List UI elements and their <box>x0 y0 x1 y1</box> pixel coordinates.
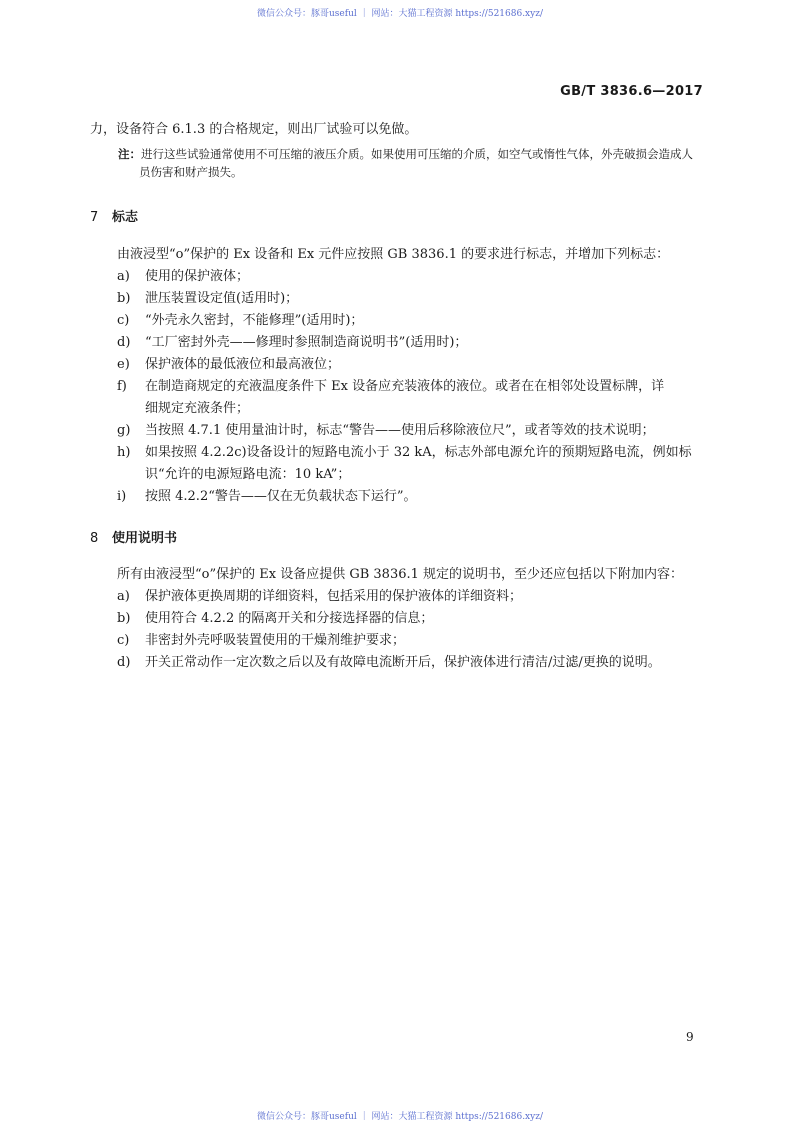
list-item-key: d) <box>117 335 131 350</box>
section-8-title: 使用说明书 <box>112 531 178 546</box>
section-8-number: 8 <box>90 531 99 546</box>
list-item-text: 使用符合 4.2.2 的隔离开关和分接选择器的信息； <box>145 611 434 626</box>
list-item-key: b) <box>117 291 131 306</box>
note-text-1: 进行这些试验通常使用不可压缩的液压介质。如果使用可压缩的介质，如空气或惰性气体，外壳破损会造成人 <box>141 147 693 161</box>
list-item-text-cont: 细规定充液条件； <box>145 401 250 416</box>
list-item-text: “外壳永久密封，不能修理”(适用时)； <box>145 313 364 328</box>
note-label: 注： <box>118 147 141 161</box>
list-item-text: 使用的保护液体； <box>145 269 250 284</box>
list-item-text: 按照 4.2.2“警告——仅在无负载状态下运行”。 <box>145 489 417 504</box>
list-item-key: c) <box>117 633 130 648</box>
list-item-key: a) <box>117 269 130 284</box>
note-line-1 <box>118 145 718 163</box>
list-item <box>117 608 717 630</box>
list-item <box>117 442 717 486</box>
list-item-key: h) <box>117 445 131 460</box>
list-item <box>117 586 717 608</box>
list-item-text: 保护液体更换周期的详细资料，包括采用的保护液体的详细资料； <box>145 589 523 604</box>
watermark-top: 微信公众号：豚哥useful ｜ 网站：大猫工程资源 https://521686.xyz/ <box>257 9 543 19</box>
watermark-bottom: 微信公众号：豚哥useful ｜ 网站：大猫工程资源 https://521686.xyz/ <box>257 1112 543 1122</box>
list-item <box>117 288 717 310</box>
section-8-intro: 所有由液浸型“o”保护的 Ex 设备应提供 GB 3836.1 规定的说明书，至少还应包括以下附加内容： <box>117 567 684 582</box>
list-item <box>117 310 717 332</box>
list-item <box>117 332 717 354</box>
list-item-key: i) <box>117 489 127 504</box>
list-item-key: g) <box>117 423 131 438</box>
list-item <box>117 266 717 288</box>
list-item-key: a) <box>117 589 130 604</box>
list-item-key: b) <box>117 611 131 626</box>
note-block <box>118 145 718 181</box>
list-item <box>117 354 717 376</box>
section-7-heading <box>90 206 138 225</box>
list-item-text-cont: 识“允许的电源短路电流：10 kA”； <box>145 467 351 482</box>
list-item-key: c) <box>117 313 130 328</box>
list-item <box>117 420 717 442</box>
list-item-text: 当按照 4.7.1 使用量油计时，标志“警告——使用后移除液位尺”，或者等效的技术说明； <box>145 423 655 438</box>
note-line-2: 员伤害和财产损失。 <box>139 165 243 179</box>
section-7-number: 7 <box>90 210 99 225</box>
list-item-key: d) <box>117 655 131 670</box>
list-item-text: 如果按照 4.2.2c)设备设计的短路电流小于 32 kA，标志外部电源允许的预期短路电流，例如标 <box>145 445 692 460</box>
standard-number: GB/T 3836.6—2017 <box>560 84 703 99</box>
list-item-key: f) <box>117 379 127 394</box>
continuation-paragraph: 力，设备符合 6.1.3 的合格规定，则出厂试验可以免做。 <box>90 122 418 137</box>
page-number: 9 <box>686 1030 694 1044</box>
section-7-intro: 由液浸型“o”保护的 Ex 设备和 Ex 元件应按照 GB 3836.1 的要求进行标志，并增加下列标志： <box>117 247 670 262</box>
section-8-heading <box>90 527 177 546</box>
list-item-text: 在制造商规定的充液温度条件下 Ex 设备应充装液体的液位。或者在在相邻处设置标牌，详 <box>145 379 665 394</box>
list-item-text: 保护液体的最低液位和最高液位； <box>145 357 341 372</box>
list-item-text: 泄压装置设定值(适用时)； <box>145 291 299 306</box>
section-7-title: 标志 <box>112 210 139 225</box>
list-item <box>117 486 717 508</box>
list-item <box>117 630 717 652</box>
list-item-text: 开关正常动作一定次数之后以及有故障电流断开后，保护液体进行清洁/过滤/更换的说明。 <box>145 655 661 670</box>
list-item <box>117 376 717 420</box>
list-item-key: e) <box>117 357 130 372</box>
list-item-text: “工厂密封外壳——修理时参照制造商说明书”(适用时)； <box>145 335 468 350</box>
list-item-text: 非密封外壳呼吸装置使用的干燥剂维护要求； <box>145 633 406 648</box>
list-item <box>117 652 717 674</box>
